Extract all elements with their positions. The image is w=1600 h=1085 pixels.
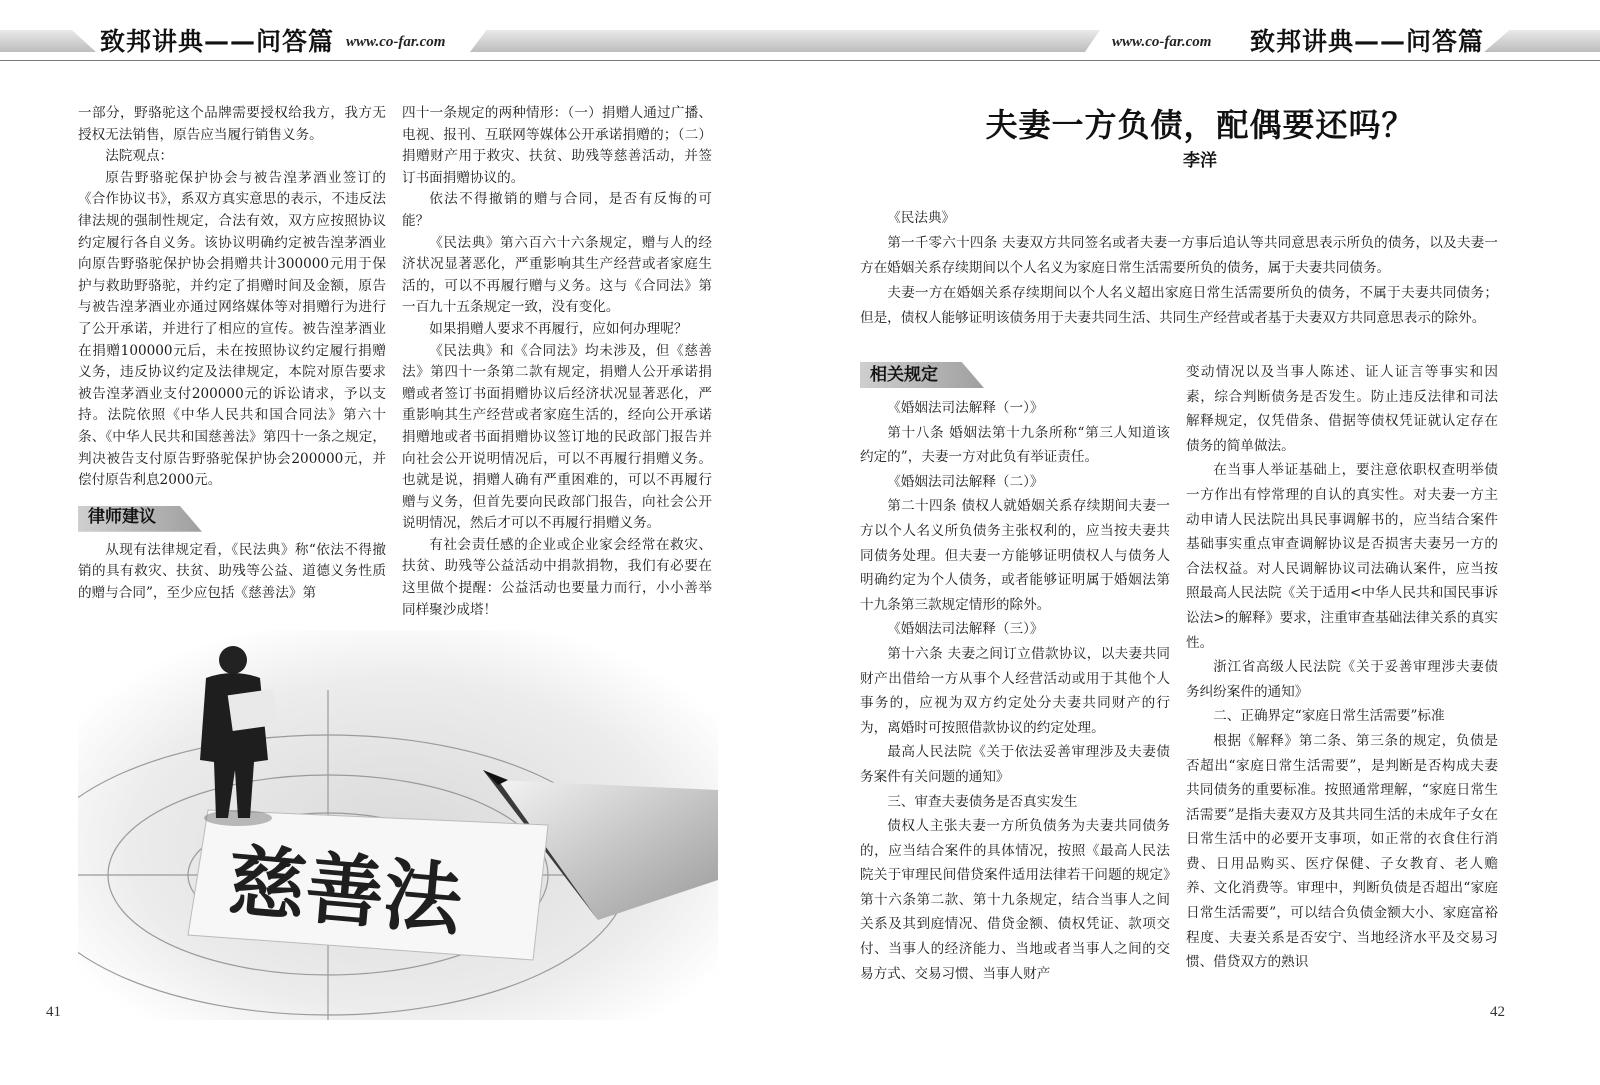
- paragraph: 《民法典》和《合同法》均未涉及，但《慈善法》第四十一条第二款有规定，捐赠人公开承诺捐赠或者签订书面捐赠协议后经济状况显著恶化，严重影响其生产经营或者家庭生活的，经向公开承诺捐赠地或者书面捐赠协议签订地的民政部门报告并向社会公开说明情况后，可以不再履行捐赠义务。也就是说，捐赠人确有严重困难的，可以不再履行赠与义务，但首先要向民政部门报告，向社会公开说明情况，然后才可以不再履行捐赠义务。: [402, 342, 712, 532]
- intro-block: [860, 206, 1498, 331]
- paragraph: 夫妻一方在婚姻关系存续期间以个人名义超出家庭日常生活需要所负的债务，不属于夫妻共同债务；但是，债权人能够证明该债务用于夫妻共同生活、共同生产经营或者基于夫妻双方共同意思表示的除外。: [860, 285, 1498, 326]
- paragraph: 依法不得撤销的赠与合同，是否有反悔的可能？: [402, 191, 712, 229]
- paragraph: 在当事人举证基础上，要注意依职权查明举债一方作出有悖常理的自认的真实性。对夫妻一方主动申请人民法院出具民事调解书的，应当结合案件基础事实重点审查调解协议是否损害夫妻另一方的合法权益。对人民调解协议司法确认案件，应当按照最高人民法院《关于适用<中华人民共和国民事诉讼法>的解释》要求，注重审查基础法律关系的真实性。: [1186, 462, 1498, 651]
- paragraph: 如果捐赠人要求不再履行，应如何办理呢？: [429, 320, 688, 337]
- paragraph: 有社会责任感的企业或企业家会经常在救灾、扶贫、助残等公益活动中捐款捐物，我们有必要在这里做个提醒：公益活动也要量力而行，小小善举同样聚沙成塔！: [402, 536, 712, 618]
- section-tag-label: 律师建议: [88, 506, 156, 527]
- charity-law-illustration: [78, 630, 718, 1020]
- paragraph: 从现有法律规定看，《民法典》称“依法不得撤销的具有救灾、扶贫、助残等公益、道德义务性质的赠与合同”，至少应包括《慈善法》第: [78, 541, 386, 601]
- paragraph: 三、审查夫妻债务是否真实发生: [887, 793, 1078, 810]
- left-column-2: [402, 103, 712, 621]
- paragraph: 《婚姻法司法解释（一）》: [887, 400, 1044, 416]
- header-band: [1484, 30, 1600, 52]
- paragraph: 第二十四条 债权人就婚姻关系存续期间夫妻一方以个人名义所负债务主张权利的，应当按夫妻共同债务处理。但夫妻一方能够证明债权人与债务人明确约定为个人债务，或者能够证明属于婚姻法第十九条第三款规定情形的除外。: [860, 498, 1170, 613]
- paragraph: 《民法典》第六百六十六条规定，赠与人的经济状况显著恶化，严重影响其生产经营或者家庭生活的，可以不再履行赠与义务。这与《合同法》第一百九十五条规定一致，没有变化。: [402, 234, 712, 316]
- header-band: [0, 30, 96, 52]
- illustration-svg: [78, 630, 718, 1020]
- left-header: [0, 22, 800, 58]
- paragraph: 浙江省高级人民法院《关于妥善审理涉夫妻债务纠纷案件的通知》: [1186, 659, 1498, 700]
- paragraph: 变动情况以及当事人陈述、证人证言等事实和因素，综合判断债务是否发生。防止违反法律和司法解释规定，仅凭借条、借据等债权凭证就认定存在债务的简单做法。: [1186, 364, 1498, 454]
- paragraph: 《婚姻法司法解释（二）》: [887, 473, 1044, 490]
- header-brand: 致邦讲典——问答篇: [1250, 27, 1485, 56]
- page-number: 41: [46, 1004, 61, 1020]
- sign-text: 慈善法: [224, 836, 466, 948]
- article-title: 夫妻一方负债，配偶要还吗？: [985, 106, 1415, 144]
- paragraph: 债权人主张夫妻一方所负债务为夫妻共同债务的，应当结合案件的具体情况，按照《最高人民法院关于审理民间借贷案件适用法律若干问题的规定》第十六条第二款、第十九条规定，结合当事人之间关系及其到庭情况、借贷金额、债权凭证、款项交付、当事人的经济能力、当地或者当事人之间的交易方式、交易习惯、当事人财产: [860, 818, 1170, 982]
- section-tag-label: 相关规定: [870, 365, 938, 385]
- paragraph: 最高人民法院《关于依法妥善审理涉及夫妻债务案件有关问题的通知》: [860, 744, 1170, 785]
- section-tag: [78, 504, 386, 534]
- paragraph: 第十六条 夫妻之间订立借款协议，以夫妻共同财产出借给一方从事个人经营活动或用于其他个人事务的，应视为双方约定处分夫妻共同财产的行为，离婚时可按照借款协议的约定处理。: [860, 645, 1170, 736]
- paragraph: 法院观点：: [105, 148, 174, 165]
- paragraph: 二、正确界定“家庭日常生活需要”标准: [1213, 708, 1445, 725]
- header-band: [800, 30, 1100, 52]
- sign-card: [188, 810, 548, 960]
- header-url[interactable]: www.co-far.com: [1112, 34, 1212, 50]
- header-url[interactable]: www.co-far.com: [346, 34, 446, 50]
- paragraph: 《婚姻法司法解释（三）》: [887, 621, 1044, 638]
- right-column-2: [1186, 360, 1498, 975]
- page-number: 42: [1490, 1004, 1505, 1020]
- right-header: [800, 22, 1600, 58]
- left-column-1: [78, 103, 386, 604]
- paragraph: 第十八条 婚姻法第十九条所称“第三人知道该约定的”，夫妻一方对此负有举证责任。: [860, 424, 1170, 466]
- section-tag: [860, 360, 1170, 390]
- header-rule: [0, 60, 800, 61]
- right-page: [800, 0, 1600, 1085]
- header-rule: [800, 60, 1600, 61]
- paragraph: 根据《解释》第二条、第三条的规定，负债是否超出“家庭日常生活需要”，是判断是否构成夫妻共同债务的重要标准。按照通常理解，“家庭日常生活需要”是指夫妻双方及其共同生活的未成年子女在日常生活中的必要开支事项，如正常的衣食住行消费、日用品购买、医疗保健、子女教育、老人赡养、文化消费等。审理中，判断负债是否超出“家庭日常生活需要”，可以结合负债金额大小、家庭富裕程度、夫妻关系是否安宁、当地经济水平及交易习惯、借贷双方的熟识: [1186, 732, 1498, 971]
- paragraph: 第一千零六十四条 夫妻双方共同签名或者夫妻一方事后追认等共同意思表示所负的债务，以及夫妻一方在婚姻关系存续期间以个人名义为家庭日常生活需要所负的债务，属于夫妻共同债务。: [860, 235, 1498, 276]
- header-band: [470, 30, 800, 52]
- right-column-1: [860, 360, 1170, 986]
- article-author: 李洋: [1183, 151, 1217, 171]
- header-brand: 致邦讲典——问答篇: [100, 27, 335, 56]
- paragraph: 《民法典》: [887, 210, 956, 226]
- paragraph: 四十一条规定的两种情形：（一）捐赠人通过广播、电视、报刊、互联网等媒体公开承诺捐赠的；（二）捐赠财产用于救灾、扶贫、助残等慈善活动，并签订书面捐赠协议的。: [402, 105, 712, 186]
- paragraph: 一部分，野骆驼这个品牌需要授权给我方，我方无授权无法销售，原告应当履行销售义务。: [78, 105, 386, 143]
- paragraph: 原告野骆驼保护协会与被告湟茅酒业签订的《合作协议书》，系双方真实意思的表示，不违反法律法规的强制性规定，合法有效，双方应按照协议约定履行各自义务。该协议明确约定被告湟茅酒业向原告野骆驼保护协会捐赠共计300000元用于保护与救助野骆驼，并约定了捐赠时间及金额，原告与被告湟茅酒业亦通过网络媒体等对捐赠行为进行了公开承诺，并进行了相应的宣传。被告湟茅酒业在捐赠100000元后，未在按照协议约定履行捐赠义务，违反协议约定及法律规定，本院对原告要求被告湟茅酒业支付200000元的诉讼请求，予以支持。法院依照《中华人民共和国合同法》第六十条、《中华人民共和国慈善法》第四十一条之规定，判决被告支付原告野骆驼保护协会200000元，并偿付原告利息2000元。: [78, 169, 386, 489]
